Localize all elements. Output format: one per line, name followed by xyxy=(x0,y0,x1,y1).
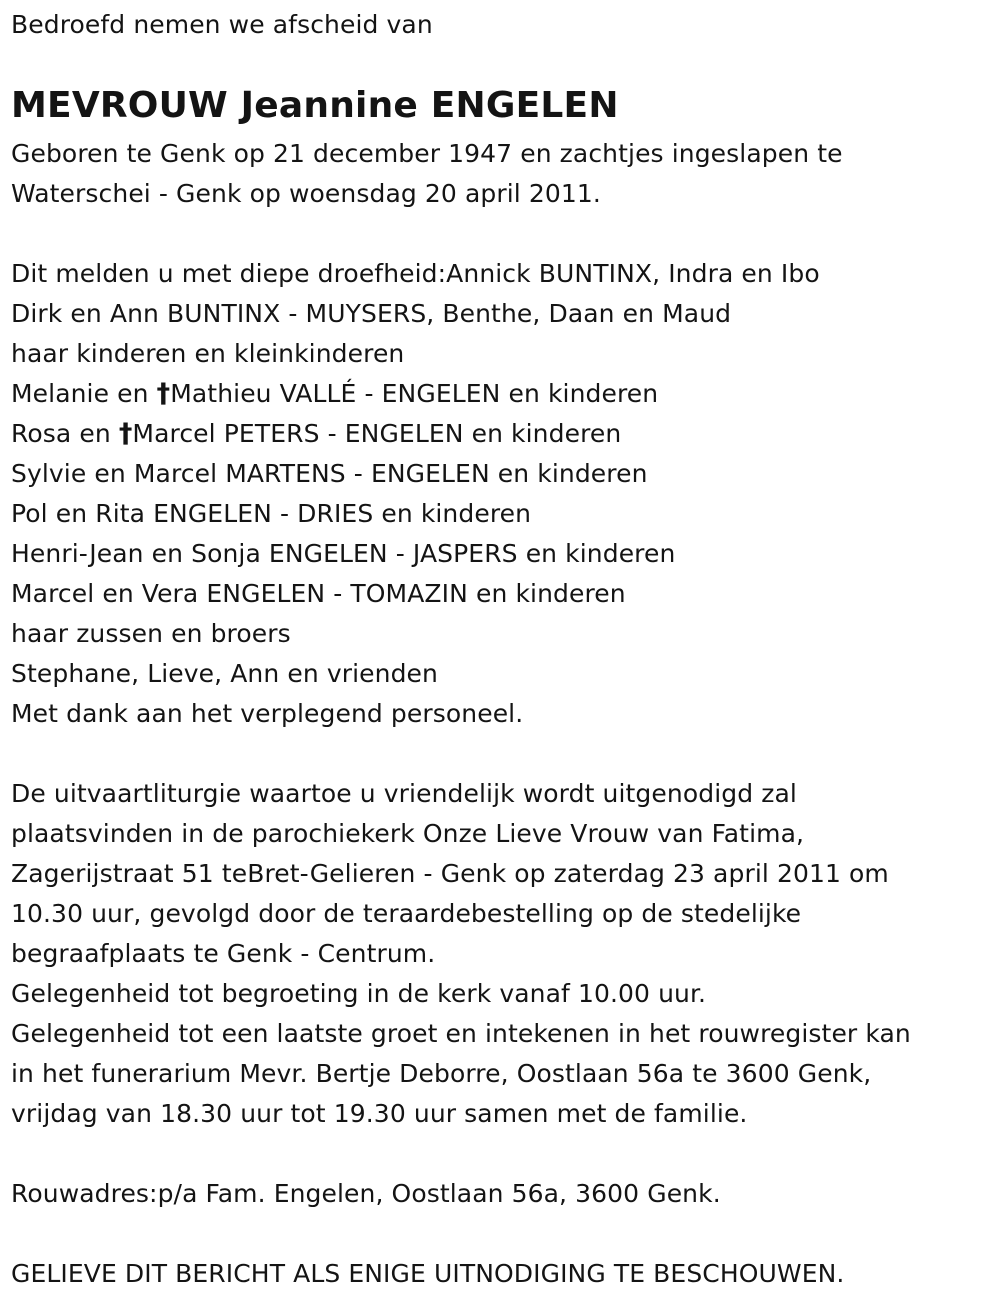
family-line-text: Marcel PETERS - ENGELEN en kinderen xyxy=(132,419,622,448)
mourning-address xyxy=(11,1174,721,1214)
family-line: haar kinderen en kleinkinderen xyxy=(11,339,405,368)
family-line: Marcel en Vera ENGELEN - TOMAZIN en kinderen xyxy=(11,579,626,608)
family-line-text: Mathieu VALLÉ - ENGELEN en kinderen xyxy=(170,379,659,408)
mourning-address-text: Rouwadres:p/a Fam. Engelen, Oostlaan 56a, 3600 Genk. xyxy=(11,1179,721,1208)
birth-line: Geboren te Genk op 21 december 1947 en zachtjes ingeslapen te xyxy=(11,139,843,168)
family-line: Stephane, Lieve, Ann en vrienden xyxy=(11,659,438,688)
family-line: Met dank aan het verplegend personeel. xyxy=(11,699,524,728)
funeral-line: plaatsvinden in de parochiekerk Onze Lieve Vrouw van Fatima, xyxy=(11,819,805,848)
family-line: Dit melden u met diepe droefheid:Annick BUNTINX, Indra en Ibo xyxy=(11,259,820,288)
family-line xyxy=(11,414,820,454)
family-line: Dirk en Ann BUNTINX - MUYSERS, Benthe, Daan en Maud xyxy=(11,299,732,328)
funeral-line: begraafplaats te Genk - Centrum. xyxy=(11,939,436,968)
funeral-line: 10.30 uur, gevolgd door de teraardebestelling op de stedelijke xyxy=(11,899,802,928)
family-line: Pol en Rita ENGELEN - DRIES en kinderen xyxy=(11,499,532,528)
funeral-line: De uitvaartliturgie waartoe u vriendelijk wordt uitgenodigd zal xyxy=(11,779,797,808)
funeral-line: Zagerijstraat 51 teBret-Gelieren - Genk op zaterdag 23 april 2011 om xyxy=(11,859,889,888)
intro-text: Bedroefd nemen we afscheid van xyxy=(11,10,433,39)
family-line-text: Rosa en xyxy=(11,419,119,448)
closing-text: GELIEVE DIT BERICHT ALS ENIGE UITNODIGING TE BESCHOUWEN. xyxy=(11,1259,845,1288)
closing-notice xyxy=(11,1254,844,1294)
funeral-line: in het funerarium Mevr. Bertje Deborre, Oostlaan 56a te 3600 Genk, xyxy=(11,1059,872,1088)
cross-icon: † xyxy=(118,418,133,449)
birth-details xyxy=(11,134,843,214)
family-line: haar zussen en broers xyxy=(11,619,291,648)
family-list xyxy=(11,254,820,734)
cross-icon: † xyxy=(156,378,171,409)
family-line-text: Melanie en xyxy=(11,379,157,408)
family-line: Henri-Jean en Sonja ENGELEN - JASPERS en kinderen xyxy=(11,539,676,568)
funeral-line: Gelegenheid tot begroeting in de kerk vanaf 10.00 uur. xyxy=(11,979,707,1008)
funeral-line: vrijdag van 18.30 uur tot 19.30 uur samen met de familie. xyxy=(11,1099,748,1128)
birth-line: Waterschei - Genk op woensdag 20 april 2011. xyxy=(11,179,601,208)
family-line xyxy=(11,374,820,414)
family-line: Sylvie en Marcel MARTENS - ENGELEN en kinderen xyxy=(11,459,648,488)
funeral-line: Gelegenheid tot een laatste groet en intekenen in het rouwregister kan xyxy=(11,1019,911,1048)
funeral-details xyxy=(11,774,911,1134)
deceased-name: MEVROUW Jeannine ENGELEN xyxy=(11,85,619,126)
